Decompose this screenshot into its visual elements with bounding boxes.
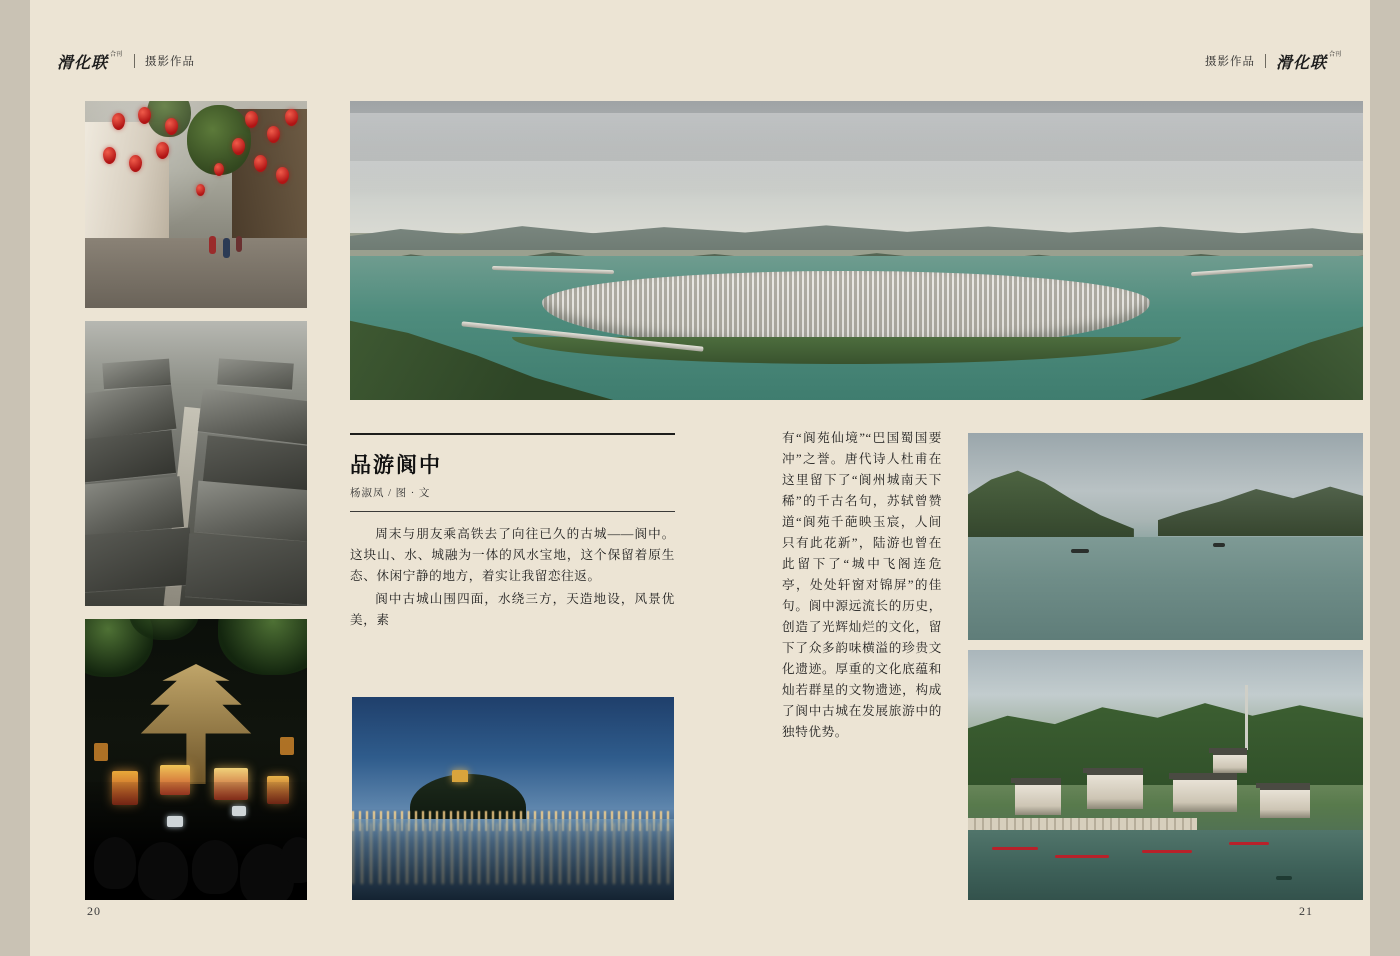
article-right-column bbox=[782, 428, 942, 743]
rule-bottom bbox=[350, 511, 675, 512]
article-block bbox=[350, 433, 675, 633]
divider bbox=[134, 54, 135, 68]
rule-top bbox=[350, 433, 675, 435]
logo-wordmark: 滑化联 bbox=[57, 54, 109, 72]
folio-left: 20 bbox=[87, 904, 101, 918]
logo-wordmark: 滑化联 bbox=[1275, 54, 1327, 72]
folio-right: 21 bbox=[1299, 904, 1313, 918]
logo-sub-label: 合刊 bbox=[1329, 51, 1342, 58]
magazine-logo-icon bbox=[57, 50, 124, 73]
photo-lanterns bbox=[85, 101, 307, 308]
logo-sub-label: 合刊 bbox=[110, 51, 123, 58]
magazine-logo-icon bbox=[1276, 50, 1343, 73]
river-water bbox=[968, 830, 1363, 900]
magazine-spread bbox=[30, 0, 1370, 956]
photo-lake bbox=[968, 433, 1363, 640]
page-left bbox=[30, 0, 700, 956]
section-label-left: 摄影作品 bbox=[145, 56, 196, 68]
article-byline: 杨淑凤 / 图 · 文 bbox=[350, 488, 431, 499]
photo-town bbox=[968, 650, 1363, 900]
article-body bbox=[350, 524, 675, 631]
photo-dusk bbox=[352, 697, 674, 900]
running-head-left bbox=[57, 48, 195, 74]
article-paragraph: 有“阆苑仙境”“巴国蜀国要冲”之誉。唐代诗人杜甫在这里留下了“阆州城南天下稀”的千古名句，苏轼曾赞道“阆苑千葩映玉宸，人间只有此花新”，陆游也曾在此留下了“城中飞阁连危亭，处处轩窗对锦屏”的佳句。阆中源远流长的历史，创造了光辉灿烂的文化，留下了众多韵味横溢的珍贵文化遗迹。厚重的文化底蕴和灿若群星的文物遗迹，构成了阆中古城在发展旅游中的独特优势。 bbox=[782, 431, 942, 739]
divider bbox=[1265, 54, 1266, 68]
article-paragraph: 周末与朋友乘高铁去了向往已久的古城——阆中。这块山、水、城融为一体的风水宝地，这个保留着原生态、休闲宁静的地方，着实让我留恋往返。 bbox=[350, 527, 675, 583]
lake-water bbox=[968, 537, 1363, 641]
article-title: 品游阆中 bbox=[350, 454, 442, 477]
hilltop-temple bbox=[452, 770, 468, 782]
section-label-right: 摄影作品 bbox=[1204, 56, 1255, 68]
street-ground bbox=[85, 238, 307, 308]
article-paragraph: 阆中古城山围四面，水绕三方，天造地设，风景优美，素 bbox=[350, 592, 675, 627]
light-reflection bbox=[352, 823, 674, 884]
photo-roofs bbox=[85, 321, 307, 606]
photo-night bbox=[85, 619, 307, 900]
running-head-right bbox=[1205, 48, 1343, 74]
